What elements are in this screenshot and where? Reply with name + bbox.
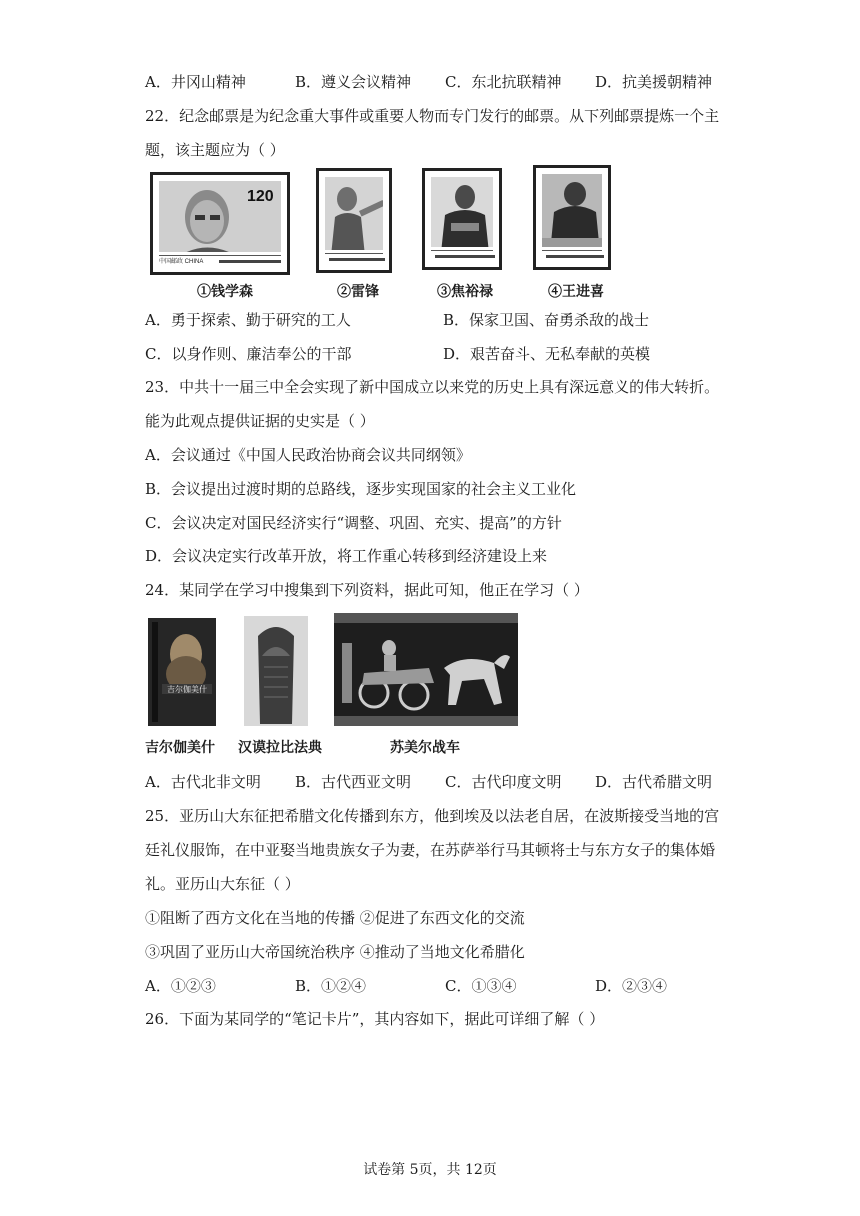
figure-caption-2: 汉谟拉比法典	[238, 740, 322, 756]
q25-options	[145, 976, 745, 996]
official-image	[431, 177, 493, 247]
worker-image	[542, 174, 602, 247]
stamp-denomination: 120	[247, 188, 274, 205]
book-cover-image	[148, 618, 216, 726]
q21-option-a[interactable]: A．井冈山精神	[145, 73, 246, 91]
figure-caption-1: 吉尔伽美什	[145, 740, 215, 756]
q23-option-d[interactable]: D．会议决定实行改革开放，将工作重心转移到经济建设上来	[145, 547, 548, 565]
q23-option-c[interactable]: C．会议决定对国民经济实行“调整、巩固、充实、提高”的方针	[145, 514, 562, 532]
q25-stem-line1: 25．亚历山大东征把希腊文化传播到东方，他到埃及以法老自居，在波斯接受当地的宫	[145, 807, 720, 825]
figure-hammurabi-stele	[244, 616, 308, 726]
stele-image	[244, 616, 308, 726]
q25-stem-line2: 廷礼仪服饰，在中亚娶当地贵族女子为妻，在苏萨举行马其顿将士与东方女子的集体婚	[145, 841, 716, 859]
q25-option-b[interactable]: B．①②④	[295, 977, 367, 995]
soldier-image	[325, 177, 383, 250]
q21-options	[145, 72, 745, 92]
page-footer: 试卷第 5页，共 12页	[363, 1162, 497, 1178]
chariot-image	[334, 613, 518, 726]
q24-option-a[interactable]: A．古代北非文明	[145, 773, 261, 791]
stamp-caption-4: ④王进喜	[548, 284, 604, 300]
q22-stem-line2: 题，该主题应为（ ）	[145, 141, 285, 159]
q25-option-d[interactable]: D．②③④	[595, 977, 668, 995]
stamp-caption-2: ②雷锋	[337, 284, 379, 300]
stamp-photo	[431, 177, 493, 247]
book-title: 吉尔伽美什	[167, 685, 207, 694]
q21-option-c[interactable]: C．东北抗联精神	[445, 73, 562, 91]
figure-sumerian-chariot	[334, 613, 518, 726]
q24-option-c[interactable]: C．古代印度文明	[445, 773, 562, 791]
q23-stem-line2: 能为此观点提供证据的史实是（ ）	[145, 412, 375, 430]
figure-gilgamesh-book	[148, 618, 216, 726]
q22-option-c[interactable]: C．以身作则、廉洁奉公的干部	[145, 345, 352, 363]
q25-statement-line2: ③巩固了亚历山大帝国统治秩序 ④推动了当地文化希腊化	[145, 943, 525, 961]
q23-option-a[interactable]: A．会议通过《中国人民政治协商会议共同纲领》	[145, 446, 471, 464]
q21-option-b[interactable]: B．遵义会议精神	[295, 73, 412, 91]
q24-options	[145, 772, 745, 792]
stamp-lei-feng	[316, 168, 392, 273]
q24-stem: 24．某同学在学习中搜集到下列资料，据此可知，他正在学习（ ）	[145, 581, 589, 599]
stamp-photo	[325, 177, 383, 250]
stamp-caption-3: ③焦裕禄	[437, 284, 493, 300]
stamp-portrait	[159, 181, 281, 252]
q24-option-d[interactable]: D．古代希腊文明	[595, 773, 713, 791]
stamp-photo	[542, 174, 602, 247]
q22-option-d[interactable]: D．艰苦奋斗、无私奉献的英模	[443, 345, 651, 363]
q23-stem-line1: 23．中共十一届三中全会实现了新中国成立以来党的历史上具有深远意义的伟大转折。	[145, 378, 720, 396]
stamp-jiao-yulu	[422, 168, 502, 270]
stamp-caption-1: ①钱学森	[197, 284, 253, 300]
stamp-footer-text	[159, 255, 281, 268]
q22-stem-line1: 22．纪念邮票是为纪念重大事件或重要人物而专门发行的邮票。从下列邮票提炼一个主	[145, 107, 720, 125]
stamp-qian-xuesen	[150, 172, 290, 275]
q26-stem: 26．下面为某同学的“笔记卡片”，其内容如下，据此可详细了解（ ）	[145, 1010, 605, 1028]
stamp-country: 中国邮政 CHINA	[159, 259, 204, 265]
figure-caption-3: 苏美尔战车	[390, 740, 460, 756]
q25-stem-line3: 礼。亚历山大东征（ ）	[145, 875, 300, 893]
q22-option-a[interactable]: A．勇于探索、勤于研究的工人	[145, 311, 351, 329]
q24-option-b[interactable]: B．古代西亚文明	[295, 773, 412, 791]
q22-option-b[interactable]: B．保家卫国、奋勇杀敌的战士	[443, 311, 650, 329]
q25-option-c[interactable]: C．①③④	[445, 977, 517, 995]
q23-option-b[interactable]: B．会议提出过渡时期的总路线，逐步实现国家的社会主义工业化	[145, 480, 577, 498]
q25-statement-line1: ①阻断了西方文化在当地的传播 ②促进了东西文化的交流	[145, 909, 525, 927]
q21-option-d[interactable]: D．抗美援朝精神	[595, 73, 713, 91]
stamp-wang-jinxi	[533, 165, 611, 270]
portrait-image	[159, 181, 281, 252]
q25-option-a[interactable]: A．①②③	[145, 977, 216, 995]
